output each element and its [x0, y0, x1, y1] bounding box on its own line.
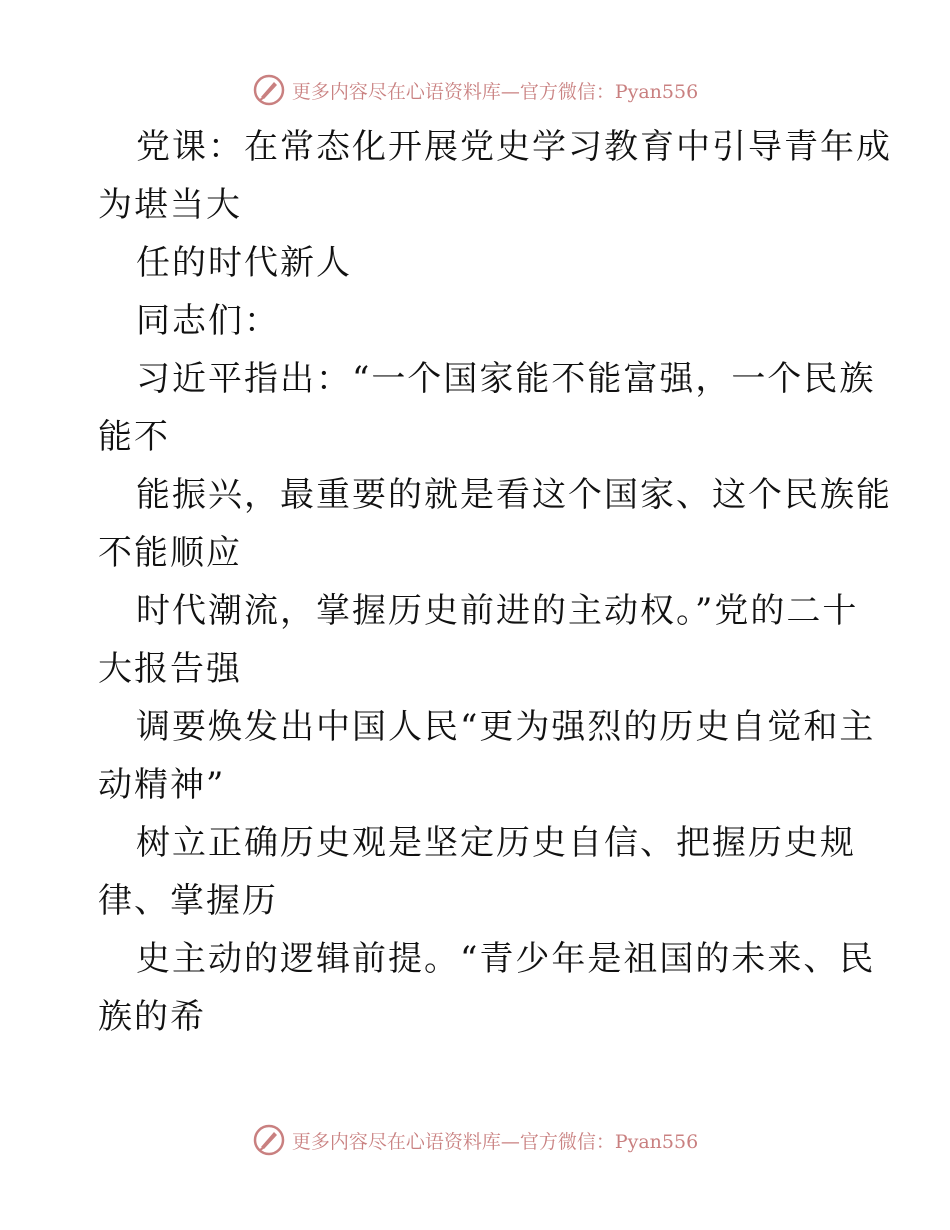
text-line: 调要焕发出中国人民“更为强烈的历史自觉和主	[136, 707, 876, 747]
text-line: 树立正确历史观是坚定历史自信、把握历史规	[136, 823, 856, 863]
text-line: 党课：在常态化开展党史学习教育中引导青年成	[136, 127, 892, 167]
text-line: 不能顺应	[98, 533, 242, 573]
text-line: 能不	[98, 417, 170, 457]
text-line: 为堪当大	[98, 185, 242, 225]
document-body	[98, 118, 892, 1046]
watermark-text: 更多内容尽在心语资料库—官方微信：Pyan556	[291, 80, 699, 103]
text-line: 时代潮流，掌握历史前进的主动权。”党的二十	[136, 591, 859, 631]
text-line: 动精神”	[98, 765, 226, 805]
text-line: 族的希	[98, 997, 206, 1037]
quill-seal-icon	[252, 73, 286, 107]
text-line: 史主动的逻辑前提。“青少年是祖国的未来、民	[136, 939, 876, 979]
text-line: 大报告强	[98, 649, 242, 689]
text-line: 律、掌握历	[98, 881, 278, 921]
quill-seal-icon	[252, 1123, 286, 1157]
header-watermark	[0, 70, 950, 110]
text-line: 习近平指出：“一个国家能不能富强，一个民族	[136, 359, 876, 399]
footer-watermark	[0, 1120, 950, 1160]
text-line: 能振兴，最重要的就是看这个国家、这个民族能	[136, 475, 892, 515]
watermark-text: 更多内容尽在心语资料库—官方微信：Pyan556	[291, 1130, 699, 1153]
text-line: 同志们：	[136, 301, 280, 341]
text-line: 任的时代新人	[136, 243, 352, 283]
